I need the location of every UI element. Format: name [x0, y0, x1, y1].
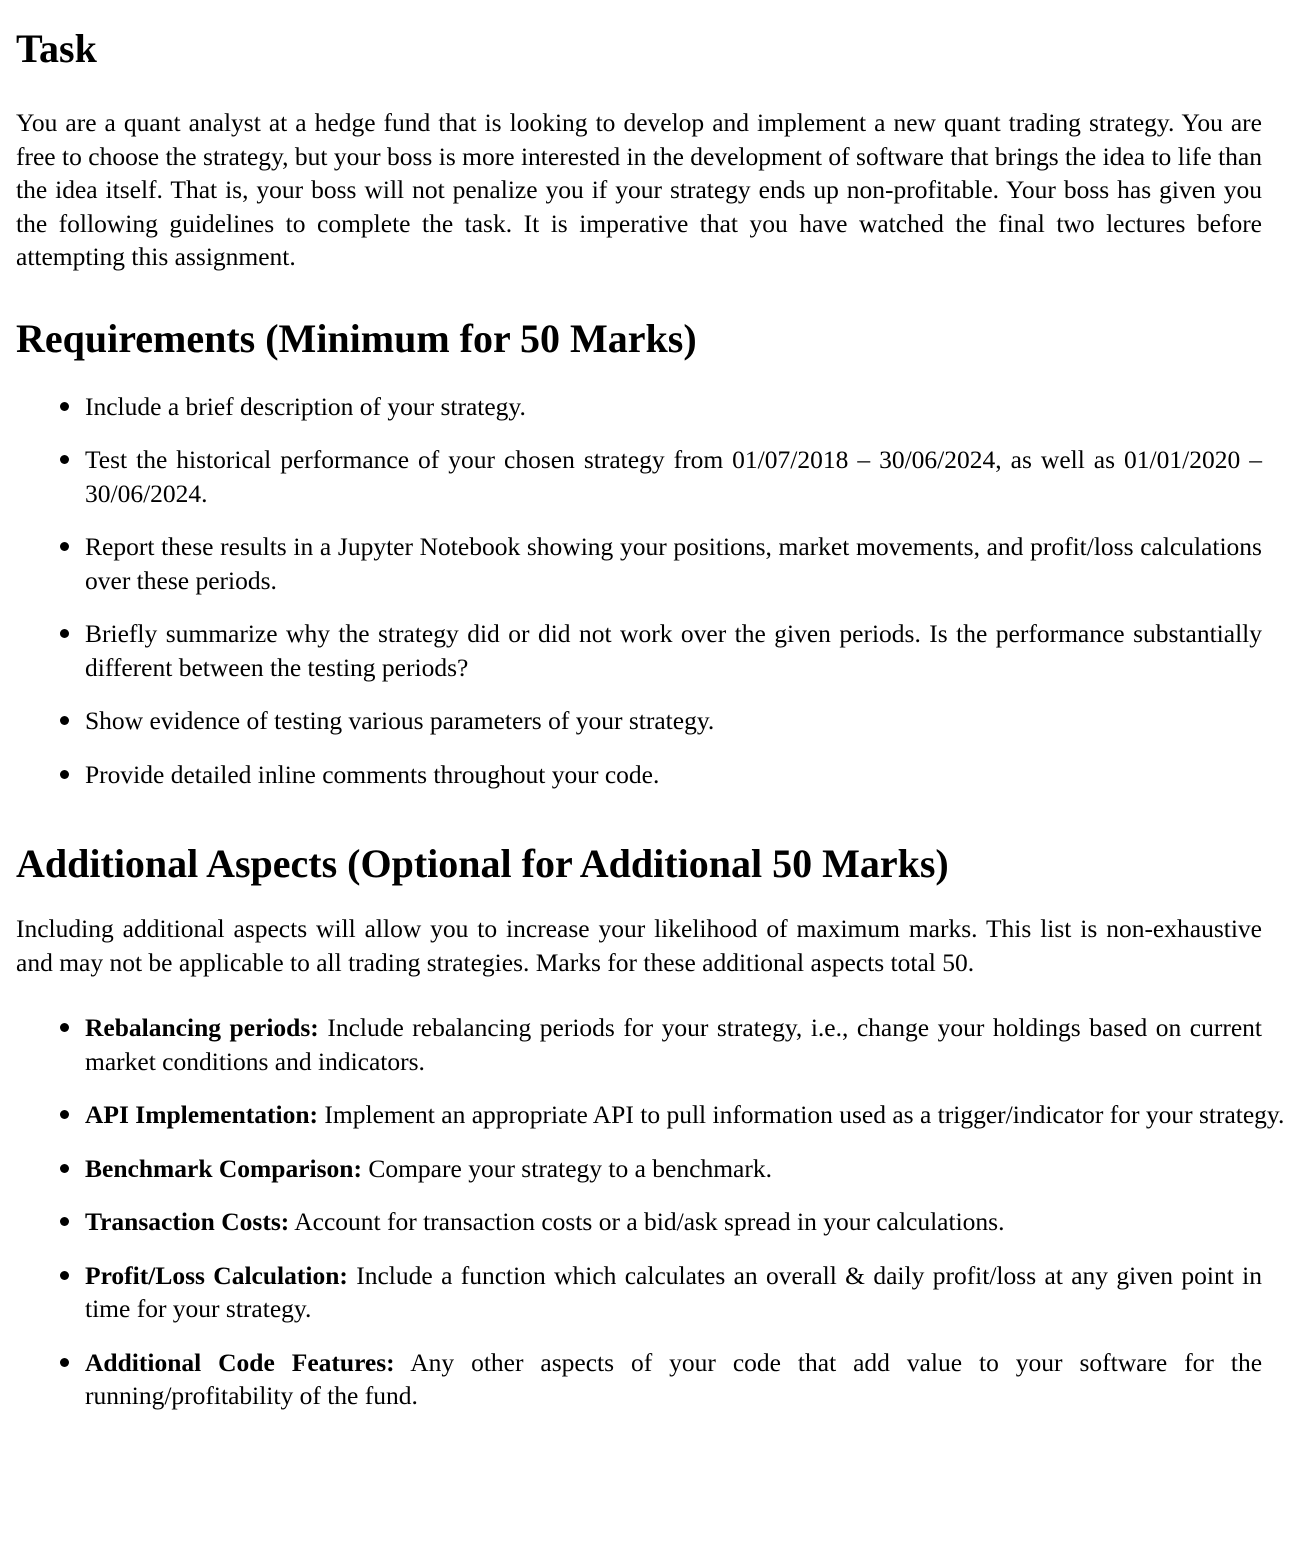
list-item [16, 1346, 1262, 1413]
bullet-icon [60, 716, 69, 725]
list-item [16, 1259, 1262, 1326]
list-item [16, 390, 1262, 424]
list-item-text: Show evidence of testing various parameters of your strategy. [85, 706, 715, 735]
list-item-text: Compare your strategy to a benchmark. [368, 1153, 772, 1183]
additional-aspects-list [16, 1011, 1285, 1413]
list-item [16, 758, 1262, 792]
bullet-icon [60, 1110, 69, 1119]
bullet-icon [60, 629, 69, 638]
list-item-text: Include a function which calculates an overall & daily profit/loss at any given point in time for your strategy. [85, 1260, 1263, 1323]
list-item-text: Briefly summarize why the strategy did or did not work over the given periods. Is the performance substantially different between the testing periods? [85, 619, 1262, 682]
list-item [16, 1152, 1262, 1186]
list-item-lead: Transaction Costs: [85, 1207, 290, 1236]
list-item [16, 617, 1262, 684]
task-heading: Task [16, 26, 97, 71]
list-item-text: Implement an appropriate API to pull information used as a trigger/indicator for your strategy. [324, 1100, 1285, 1129]
list-item [16, 1205, 1262, 1239]
bullet-icon [60, 455, 69, 464]
list-item-lead: API Implementation: [85, 1100, 319, 1129]
bullet-icon [60, 1023, 69, 1032]
list-item-lead: Profit/Loss Calculation: [85, 1260, 348, 1290]
task-paragraph: You are a quant analyst at a hedge fund that is looking to develop and implement a new quant trading strategy. You are free to choose the strategy, but your boss is more interested in the development of software that brings the idea to life than the idea itself. That is, your boss will not penalize you if your strategy ends up non-profitable. Your boss has given you the following guidelines to complete the task. It is imperative that you have watched the final two lectures before attempting this assignment. [16, 108, 1262, 271]
list-item-text: Test the historical performance of your chosen strategy from 01/07/2018 – 30/06/2024, as well as 01/01/2020 – 30/06/2024. [85, 445, 1262, 508]
list-item-lead: Rebalancing periods: [85, 1013, 319, 1042]
bullet-icon [60, 1164, 69, 1173]
bullet-icon [60, 1271, 69, 1280]
list-item [16, 1098, 1290, 1132]
bullet-icon [60, 542, 69, 551]
list-item-lead: Additional Code Features: [85, 1347, 395, 1377]
list-item-text: Report these results in a Jupyter Notebook showing your positions, market movements, and profit/loss calculations over these periods. [85, 532, 1262, 595]
list-item [16, 1011, 1262, 1078]
bullet-icon [60, 770, 69, 779]
requirements-list [16, 390, 1262, 792]
bullet-icon [60, 1358, 69, 1367]
list-item [16, 530, 1262, 597]
requirements-heading: Requirements (Minimum for 50 Marks) [16, 315, 697, 361]
bullet-icon [60, 402, 69, 411]
additional-aspects-heading: Additional Aspects (Optional for Additional 50 Marks) [16, 841, 949, 886]
list-item-text: Account for transaction costs or a bid/ask spread in your calculations. [294, 1207, 1005, 1236]
list-item-lead: Benchmark Comparison: [85, 1153, 362, 1183]
list-item-text: Provide detailed inline comments throughout your code. [85, 759, 660, 789]
additional-aspects-paragraph: Including additional aspects will allow you to increase your likelihood of maximum marks. This list is non-exhaustive and may not be applicable to all trading strategies. Marks for these additional aspects total 50. [16, 914, 1262, 977]
bullet-icon [60, 1217, 69, 1226]
list-item-text: Include rebalancing periods for your strategy, i.e., change your holdings based on current market conditions and indicators. [85, 1013, 1263, 1076]
list-item [16, 704, 1262, 738]
list-item-text: Any other aspects of your code that add value to your software for the running/profitability of the fund. [85, 1347, 1263, 1410]
list-item-text: Include a brief description of your strategy. [85, 391, 526, 421]
list-item [16, 443, 1262, 510]
